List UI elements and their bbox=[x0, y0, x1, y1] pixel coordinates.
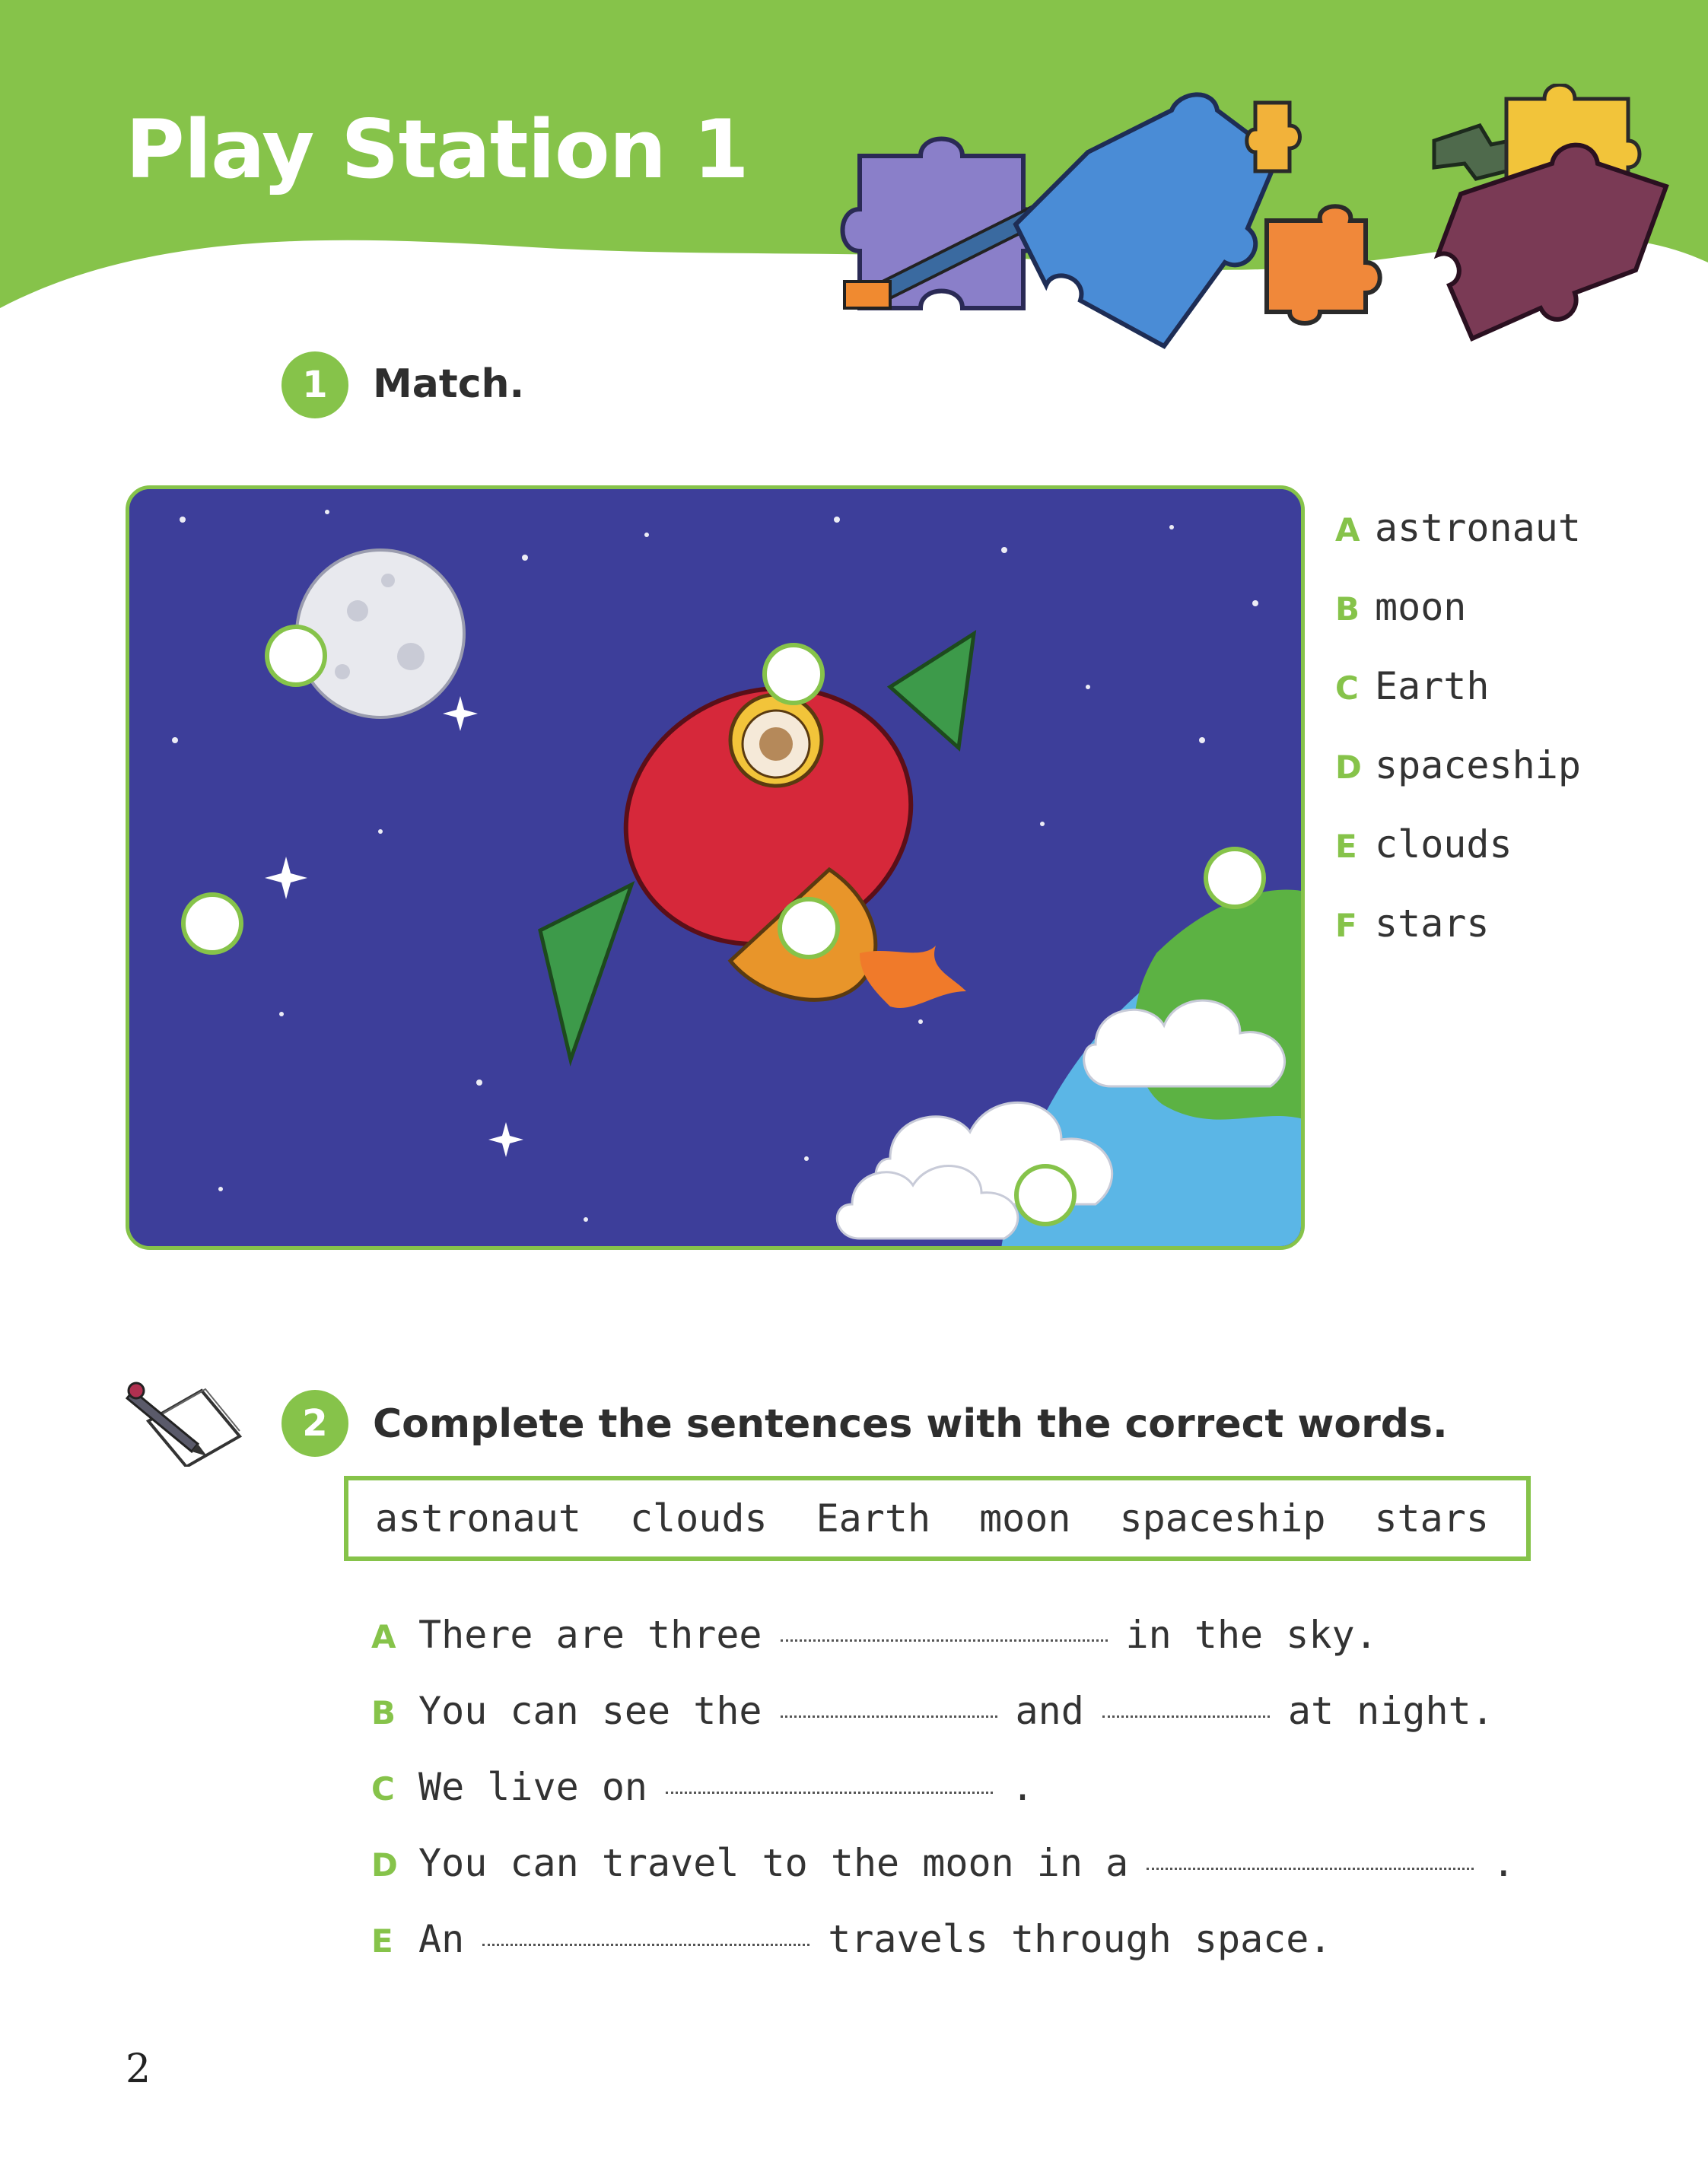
sentence-text: There are three bbox=[418, 1613, 762, 1657]
answer-blank[interactable] bbox=[666, 1791, 993, 1794]
option-letter: E bbox=[1335, 828, 1357, 865]
word-bank-item: Earth bbox=[816, 1496, 931, 1541]
exercise-1-number: 1 bbox=[281, 351, 348, 418]
option-letter: C bbox=[1335, 669, 1359, 707]
word-bank bbox=[344, 1476, 1531, 1561]
word-bank-item: moon bbox=[979, 1496, 1071, 1541]
answer-blank[interactable] bbox=[1102, 1715, 1270, 1718]
answer-circle-astronaut[interactable] bbox=[762, 643, 825, 705]
sentence-text: An bbox=[418, 1917, 465, 1961]
page-title: Play Station 1 bbox=[126, 103, 749, 196]
sentence-c bbox=[371, 1765, 1042, 1809]
answer-blank[interactable] bbox=[781, 1715, 997, 1718]
sentence-b bbox=[371, 1689, 1502, 1733]
sentence-letter: B bbox=[371, 1694, 396, 1731]
option-word: moon bbox=[1375, 585, 1467, 629]
answer-blank[interactable] bbox=[1147, 1867, 1474, 1870]
option-word: Earth bbox=[1375, 664, 1490, 708]
word-bank-item: clouds bbox=[629, 1496, 768, 1541]
exercise-2-number: 2 bbox=[281, 1390, 348, 1457]
sentence-e bbox=[371, 1917, 1339, 1961]
word-bank-item: astronaut bbox=[375, 1496, 581, 1541]
sentence-letter: E bbox=[371, 1922, 393, 1960]
sentence-letter: C bbox=[371, 1770, 395, 1808]
answer-circle-stars[interactable] bbox=[181, 892, 243, 955]
sentence-text: and bbox=[1015, 1689, 1084, 1733]
word-bank-item: stars bbox=[1374, 1496, 1489, 1541]
match-word-list bbox=[1335, 506, 1581, 981]
puzzle-pieces-illustration bbox=[829, 84, 1689, 373]
space-illustration bbox=[126, 485, 1305, 1250]
option-letter: B bbox=[1335, 590, 1360, 628]
sentence-d bbox=[371, 1841, 1522, 1885]
sentence-text: You can see the bbox=[418, 1689, 762, 1733]
option-word: spaceship bbox=[1375, 743, 1581, 787]
option-letter: D bbox=[1335, 749, 1362, 786]
sentence-text: at night. bbox=[1287, 1689, 1494, 1733]
match-option bbox=[1335, 506, 1581, 585]
sentence-text: . bbox=[1011, 1765, 1035, 1809]
word-bank-item: spaceship bbox=[1119, 1496, 1326, 1541]
sentence-a bbox=[371, 1613, 1385, 1657]
match-option bbox=[1335, 822, 1581, 901]
answer-circle-spaceship[interactable] bbox=[778, 897, 840, 959]
sentence-letter: D bbox=[371, 1846, 398, 1884]
answer-blank[interactable] bbox=[482, 1943, 809, 1946]
sentence-text: travels through space. bbox=[828, 1917, 1332, 1961]
option-word: astronaut bbox=[1375, 506, 1581, 550]
exercise-1-instruction: Match. bbox=[373, 361, 525, 407]
exercise-2-instruction: Complete the sentences with the correct words. bbox=[373, 1401, 1448, 1447]
writing-pencil-icon bbox=[126, 1375, 247, 1467]
match-option bbox=[1335, 901, 1581, 981]
sentence-text: We live on bbox=[418, 1765, 648, 1809]
option-letter: A bbox=[1335, 511, 1360, 548]
sentence-text: . bbox=[1492, 1841, 1516, 1885]
option-letter: F bbox=[1335, 907, 1357, 944]
answer-circle-earth[interactable] bbox=[1204, 847, 1266, 909]
sentence-text: You can travel to the moon in a bbox=[418, 1841, 1129, 1885]
match-option bbox=[1335, 664, 1581, 743]
space-scene-art bbox=[129, 489, 1301, 1246]
sentence-text: in the sky. bbox=[1125, 1613, 1378, 1657]
answer-circle-moon[interactable] bbox=[265, 625, 327, 687]
answer-circle-clouds[interactable] bbox=[1014, 1164, 1077, 1226]
page-number: 2 bbox=[126, 2046, 151, 2092]
match-option bbox=[1335, 585, 1581, 664]
option-word: clouds bbox=[1375, 822, 1512, 866]
answer-blank[interactable] bbox=[781, 1639, 1108, 1642]
sentence-letter: A bbox=[371, 1618, 396, 1655]
option-word: stars bbox=[1375, 901, 1490, 946]
match-option bbox=[1335, 743, 1581, 822]
